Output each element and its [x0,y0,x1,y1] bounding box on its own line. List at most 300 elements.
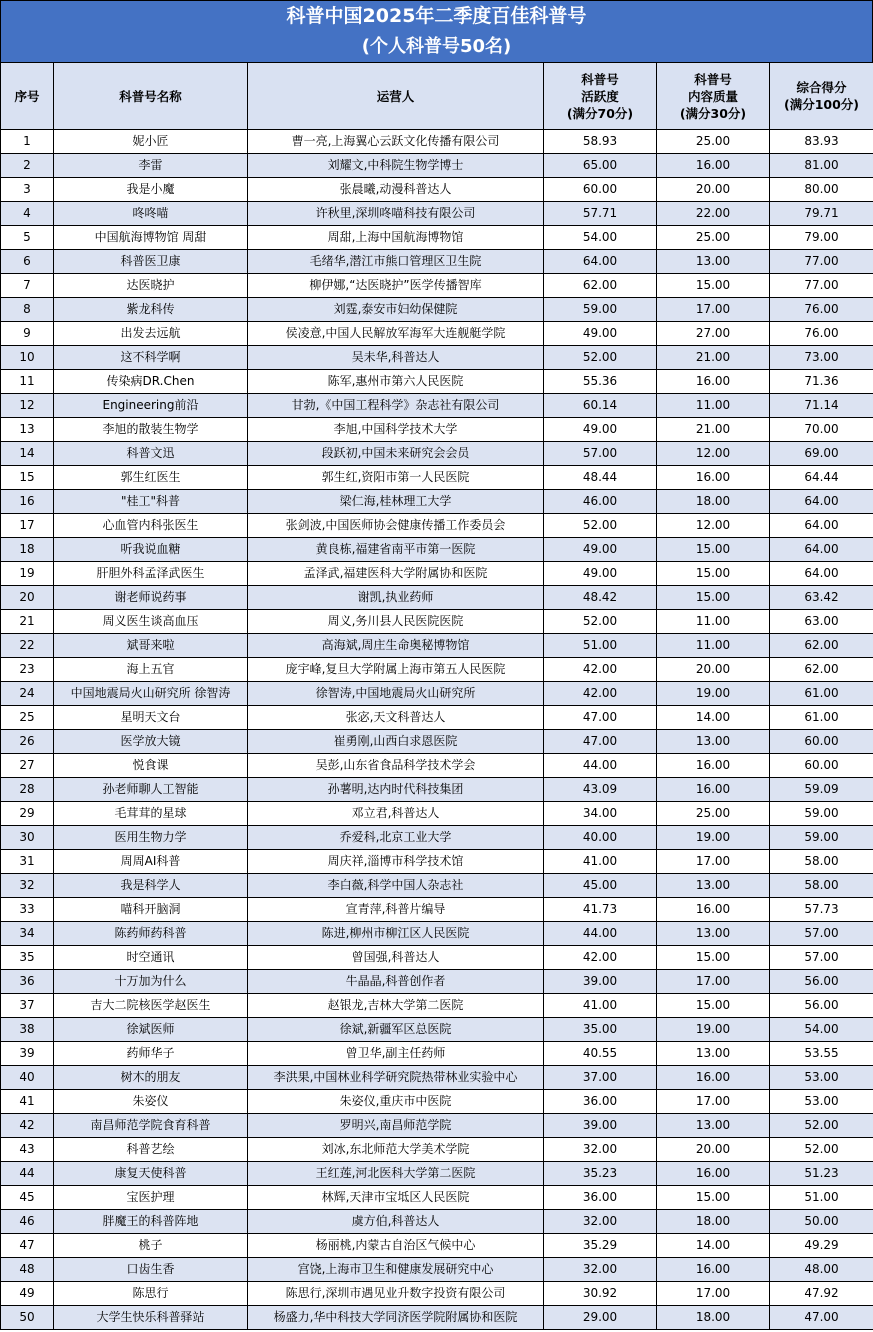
cell-activity: 65.00 [544,154,657,178]
cell-total: 51.00 [770,1186,873,1210]
cell-quality: 17.00 [657,1090,770,1114]
cell-activity: 60.00 [544,178,657,202]
table-row [1,538,873,562]
cell-operator: 宣青萍,科普片编导 [248,898,544,922]
cell-activity: 60.14 [544,394,657,418]
cell-rank: 21 [1,610,54,634]
cell-rank: 34 [1,922,54,946]
cell-operator: 杨丽桃,内蒙古自治区气候中心 [248,1234,544,1258]
cell-operator: 张晨曦,动漫科普达人 [248,178,544,202]
cell-total: 71.36 [770,370,873,394]
cell-rank: 24 [1,682,54,706]
cell-rank: 4 [1,202,54,226]
ranking-table [0,62,873,1330]
cell-name: 郭生红医生 [54,466,248,490]
header-activity [544,63,657,130]
table-row [1,826,873,850]
cell-activity: 59.00 [544,298,657,322]
cell-name: 出发去远航 [54,322,248,346]
header-total [770,63,873,130]
cell-name: 紫龙科传 [54,298,248,322]
cell-name: 毛茸茸的星球 [54,802,248,826]
cell-operator: 李旭,中国科学技术大学 [248,418,544,442]
table-row [1,1210,873,1234]
cell-rank: 11 [1,370,54,394]
cell-activity: 49.00 [544,418,657,442]
cell-rank: 37 [1,994,54,1018]
cell-rank: 22 [1,634,54,658]
table-row [1,130,873,154]
cell-name: 口齿生香 [54,1258,248,1282]
cell-total: 57.00 [770,922,873,946]
cell-rank: 46 [1,1210,54,1234]
cell-quality: 13.00 [657,874,770,898]
cell-name: 陈思行 [54,1282,248,1306]
cell-quality: 13.00 [657,922,770,946]
cell-name: 我是科学人 [54,874,248,898]
cell-quality: 25.00 [657,130,770,154]
cell-rank: 29 [1,802,54,826]
title-main: 科普中国2025年二季度百佳科普号 [286,5,587,27]
cell-rank: 10 [1,346,54,370]
cell-total: 69.00 [770,442,873,466]
cell-activity: 58.93 [544,130,657,154]
table-row [1,610,873,634]
cell-total: 70.00 [770,418,873,442]
cell-activity: 47.00 [544,706,657,730]
cell-quality: 20.00 [657,1138,770,1162]
cell-total: 64.00 [770,490,873,514]
cell-total: 64.00 [770,562,873,586]
cell-activity: 52.00 [544,514,657,538]
cell-operator: 徐智涛,中国地震局火山研究所 [248,682,544,706]
cell-quality: 17.00 [657,298,770,322]
table-row [1,202,873,226]
cell-operator: 王红莲,河北医科大学第二医院 [248,1162,544,1186]
cell-operator: 刘霆,泰安市妇幼保健院 [248,298,544,322]
cell-activity: 54.00 [544,226,657,250]
cell-rank: 12 [1,394,54,418]
header-rank: 序号 [1,63,54,130]
cell-operator: 曹一亮,上海翼心云跃文化传播有限公司 [248,130,544,154]
cell-rank: 2 [1,154,54,178]
table-row [1,658,873,682]
cell-quality: 14.00 [657,1234,770,1258]
cell-operator: 段跃初,中国未来研究会会员 [248,442,544,466]
cell-name: 胖魔王的科普阵地 [54,1210,248,1234]
cell-activity: 52.00 [544,610,657,634]
cell-name: 妮小匠 [54,130,248,154]
cell-rank: 6 [1,250,54,274]
cell-rank: 1 [1,130,54,154]
cell-quality: 15.00 [657,994,770,1018]
cell-name: Engineering前沿 [54,394,248,418]
cell-name: 周周AI科普 [54,850,248,874]
cell-rank: 16 [1,490,54,514]
cell-total: 64.00 [770,514,873,538]
table-header-row [1,63,873,130]
table-row [1,226,873,250]
cell-name: 斌哥来啦 [54,634,248,658]
table-row [1,874,873,898]
cell-rank: 36 [1,970,54,994]
cell-total: 62.00 [770,634,873,658]
cell-activity: 41.73 [544,898,657,922]
cell-activity: 46.00 [544,490,657,514]
cell-activity: 49.00 [544,538,657,562]
cell-total: 52.00 [770,1138,873,1162]
cell-total: 48.00 [770,1258,873,1282]
cell-name: 海上五官 [54,658,248,682]
cell-quality: 25.00 [657,802,770,826]
cell-name: 我是小魔 [54,178,248,202]
cell-operator: 黄良栋,福建省南平市第一医院 [248,538,544,562]
table-row [1,154,873,178]
table-row [1,1282,873,1306]
cell-quality: 12.00 [657,442,770,466]
cell-rank: 5 [1,226,54,250]
cell-total: 53.55 [770,1042,873,1066]
cell-operator: 宫饶,上海市卫生和健康发展研究中心 [248,1258,544,1282]
cell-operator: 许秋里,深圳咚喵科技有限公司 [248,202,544,226]
cell-name: 谢老师说药事 [54,586,248,610]
cell-total: 73.00 [770,346,873,370]
cell-quality: 16.00 [657,154,770,178]
cell-name: 孙老师聊人工智能 [54,778,248,802]
cell-operator: 牛晶晶,科普创作者 [248,970,544,994]
cell-quality: 19.00 [657,682,770,706]
table-row [1,898,873,922]
cell-activity: 36.00 [544,1186,657,1210]
cell-quality: 11.00 [657,634,770,658]
cell-quality: 13.00 [657,250,770,274]
cell-operator: 杨盛力,华中科技大学同济医学院附属协和医院 [248,1306,544,1330]
cell-total: 47.92 [770,1282,873,1306]
table-row [1,754,873,778]
cell-activity: 35.00 [544,1018,657,1042]
cell-operator: 吴彭,山东省食品科学技术学会 [248,754,544,778]
cell-activity: 43.09 [544,778,657,802]
cell-operator: 曾国强,科普达人 [248,946,544,970]
cell-quality: 16.00 [657,1066,770,1090]
table-row [1,730,873,754]
cell-name: 咚咚喵 [54,202,248,226]
cell-rank: 38 [1,1018,54,1042]
table-row [1,682,873,706]
cell-quality: 15.00 [657,1186,770,1210]
cell-total: 83.93 [770,130,873,154]
cell-name: 十万加为什么 [54,970,248,994]
table-row [1,1186,873,1210]
cell-operator: 刘耀文,中科院生物学博士 [248,154,544,178]
cell-total: 59.09 [770,778,873,802]
cell-total: 53.00 [770,1066,873,1090]
cell-operator: 赵银龙,吉林大学第二医院 [248,994,544,1018]
cell-operator: 侯凌意,中国人民解放军海军大连舰艇学院 [248,322,544,346]
cell-rank: 48 [1,1258,54,1282]
cell-activity: 48.44 [544,466,657,490]
cell-rank: 50 [1,1306,54,1330]
cell-rank: 43 [1,1138,54,1162]
cell-quality: 17.00 [657,1282,770,1306]
cell-rank: 26 [1,730,54,754]
cell-rank: 31 [1,850,54,874]
cell-rank: 20 [1,586,54,610]
cell-activity: 48.42 [544,586,657,610]
cell-activity: 40.55 [544,1042,657,1066]
cell-rank: 35 [1,946,54,970]
cell-operator: 林辉,天津市宝坻区人民医院 [248,1186,544,1210]
cell-quality: 16.00 [657,778,770,802]
header-quality [657,63,770,130]
cell-operator: 曾卫华,副主任药师 [248,1042,544,1066]
table-row [1,1306,873,1330]
cell-name: 桃子 [54,1234,248,1258]
cell-activity: 55.36 [544,370,657,394]
cell-total: 63.00 [770,610,873,634]
cell-rank: 13 [1,418,54,442]
table-row [1,850,873,874]
cell-rank: 33 [1,898,54,922]
header-activity-line: (满分70分) [566,105,634,121]
cell-rank: 32 [1,874,54,898]
cell-activity: 44.00 [544,754,657,778]
table-body [1,130,873,1330]
cell-name: 李旭的散装生物学 [54,418,248,442]
cell-rank: 14 [1,442,54,466]
cell-quality: 16.00 [657,754,770,778]
cell-name: 药师华子 [54,1042,248,1066]
cell-quality: 18.00 [657,1210,770,1234]
cell-name: 科普文迅 [54,442,248,466]
cell-name: 星明天文台 [54,706,248,730]
cell-rank: 25 [1,706,54,730]
header-activity-line: 活跃度 [581,88,619,104]
cell-total: 59.00 [770,802,873,826]
cell-name: 朱姿仪 [54,1090,248,1114]
table-row [1,274,873,298]
cell-operator: 张宓,天文科普达人 [248,706,544,730]
cell-total: 57.73 [770,898,873,922]
cell-operator: 乔爱科,北京工业大学 [248,826,544,850]
table-row [1,370,873,394]
table-row [1,970,873,994]
table-row [1,394,873,418]
cell-rank: 49 [1,1282,54,1306]
cell-rank: 42 [1,1114,54,1138]
cell-operator: 吴未华,科普达人 [248,346,544,370]
table-row [1,322,873,346]
cell-total: 80.00 [770,178,873,202]
cell-rank: 47 [1,1234,54,1258]
cell-rank: 27 [1,754,54,778]
header-total-line: (满分100分) [783,97,860,112]
cell-quality: 11.00 [657,610,770,634]
cell-rank: 40 [1,1066,54,1090]
table-row [1,1138,873,1162]
cell-name: 听我说血糖 [54,538,248,562]
cell-activity: 41.00 [544,850,657,874]
cell-total: 54.00 [770,1018,873,1042]
cell-activity: 45.00 [544,874,657,898]
cell-activity: 57.71 [544,202,657,226]
cell-total: 71.14 [770,394,873,418]
title-sub: (个人科普号50名) [361,36,512,57]
cell-rank: 39 [1,1042,54,1066]
cell-name: 医学放大镜 [54,730,248,754]
cell-quality: 20.00 [657,178,770,202]
cell-name: 科普艺绘 [54,1138,248,1162]
cell-quality: 25.00 [657,226,770,250]
cell-total: 60.00 [770,754,873,778]
cell-name: 树木的朋友 [54,1066,248,1090]
table-row [1,1066,873,1090]
cell-operator: 崔勇刚,山西白求恩医院 [248,730,544,754]
cell-activity: 47.00 [544,730,657,754]
cell-quality: 16.00 [657,370,770,394]
cell-operator: 朱姿仪,重庆市中医院 [248,1090,544,1114]
table-row [1,586,873,610]
cell-operator: 孙薯明,达内时代科技集团 [248,778,544,802]
cell-activity: 39.00 [544,1114,657,1138]
cell-activity: 44.00 [544,922,657,946]
cell-name: 陈药师药科普 [54,922,248,946]
cell-total: 64.44 [770,466,873,490]
cell-total: 51.23 [770,1162,873,1186]
cell-activity: 42.00 [544,946,657,970]
cell-rank: 23 [1,658,54,682]
cell-rank: 3 [1,178,54,202]
cell-name: 悦食课 [54,754,248,778]
cell-quality: 16.00 [657,1162,770,1186]
table-row [1,1018,873,1042]
cell-quality: 15.00 [657,586,770,610]
cell-operator: 梁仁海,桂林理工大学 [248,490,544,514]
cell-quality: 15.00 [657,538,770,562]
cell-activity: 32.00 [544,1210,657,1234]
header-operator: 运营人 [248,63,544,130]
cell-operator: 甘勃,《中国工程科学》杂志社有限公司 [248,394,544,418]
cell-operator: 李洪果,中国林业科学研究院热带林业实验中心 [248,1066,544,1090]
cell-total: 49.29 [770,1234,873,1258]
cell-rank: 8 [1,298,54,322]
cell-activity: 29.00 [544,1306,657,1330]
cell-rank: 17 [1,514,54,538]
cell-activity: 57.00 [544,442,657,466]
cell-total: 76.00 [770,298,873,322]
cell-operator: 刘冰,东北师范大学美术学院 [248,1138,544,1162]
cell-quality: 18.00 [657,490,770,514]
cell-activity: 49.00 [544,322,657,346]
cell-activity: 62.00 [544,274,657,298]
table-row [1,562,873,586]
cell-name: 医用生物力学 [54,826,248,850]
table-row [1,922,873,946]
cell-total: 60.00 [770,730,873,754]
cell-name: 肝胆外科孟泽武医生 [54,562,248,586]
cell-activity: 52.00 [544,346,657,370]
cell-operator: 陈军,惠州市第六人民医院 [248,370,544,394]
table-row [1,1162,873,1186]
cell-activity: 64.00 [544,250,657,274]
cell-operator: 谢凯,执业药师 [248,586,544,610]
cell-name: 达医晓护 [54,274,248,298]
cell-name: 传染病DR.Chen [54,370,248,394]
cell-rank: 45 [1,1186,54,1210]
table-row [1,994,873,1018]
cell-quality: 17.00 [657,970,770,994]
cell-total: 62.00 [770,658,873,682]
cell-quality: 17.00 [657,850,770,874]
header-name: 科普号名称 [54,63,248,130]
cell-operator: 周义,务川县人民医院医院 [248,610,544,634]
cell-activity: 49.00 [544,562,657,586]
cell-operator: 邓立君,科普达人 [248,802,544,826]
cell-quality: 16.00 [657,1258,770,1282]
cell-activity: 40.00 [544,826,657,850]
page-title [0,0,873,62]
table-row [1,442,873,466]
cell-total: 59.00 [770,826,873,850]
cell-name: 徐斌医师 [54,1018,248,1042]
cell-activity: 36.00 [544,1090,657,1114]
table-row [1,490,873,514]
cell-activity: 39.00 [544,970,657,994]
cell-operator: 张剑波,中国医师协会健康传播工作委员会 [248,514,544,538]
cell-quality: 16.00 [657,466,770,490]
table-row [1,1258,873,1282]
cell-total: 50.00 [770,1210,873,1234]
cell-quality: 11.00 [657,394,770,418]
header-total-line: 综合得分 [796,80,847,95]
cell-quality: 15.00 [657,946,770,970]
cell-operator: 孟泽武,福建医科大学附属协和医院 [248,562,544,586]
cell-operator: 周庆祥,淄博市科学技术馆 [248,850,544,874]
table-row [1,1234,873,1258]
cell-name: 这不科学啊 [54,346,248,370]
cell-name: 吉大二院核医学赵医生 [54,994,248,1018]
table-row [1,1090,873,1114]
cell-quality: 21.00 [657,418,770,442]
cell-total: 57.00 [770,946,873,970]
cell-quality: 19.00 [657,826,770,850]
table-row [1,1042,873,1066]
cell-activity: 35.23 [544,1162,657,1186]
header-quality-line: 科普号 [694,71,732,87]
cell-activity: 32.00 [544,1258,657,1282]
cell-quality: 27.00 [657,322,770,346]
header-quality-line: 内容质量 [687,88,738,104]
header-quality-line: (满分30分) [679,105,747,121]
cell-operator: 郭生红,资阳市第一人民医院 [248,466,544,490]
cell-quality: 16.00 [657,898,770,922]
cell-rank: 15 [1,466,54,490]
cell-name: 康复天使科普 [54,1162,248,1186]
cell-rank: 30 [1,826,54,850]
cell-operator: 高海斌,周庄生命奥秘博物馆 [248,634,544,658]
cell-total: 63.42 [770,586,873,610]
cell-operator: 徐斌,新疆军区总医院 [248,1018,544,1042]
cell-name: 周义医生谈高血压 [54,610,248,634]
table-row [1,1114,873,1138]
cell-rank: 41 [1,1090,54,1114]
cell-total: 58.00 [770,874,873,898]
cell-quality: 13.00 [657,730,770,754]
cell-quality: 12.00 [657,514,770,538]
table-row [1,802,873,826]
cell-name: 宝医护理 [54,1186,248,1210]
table-row [1,418,873,442]
